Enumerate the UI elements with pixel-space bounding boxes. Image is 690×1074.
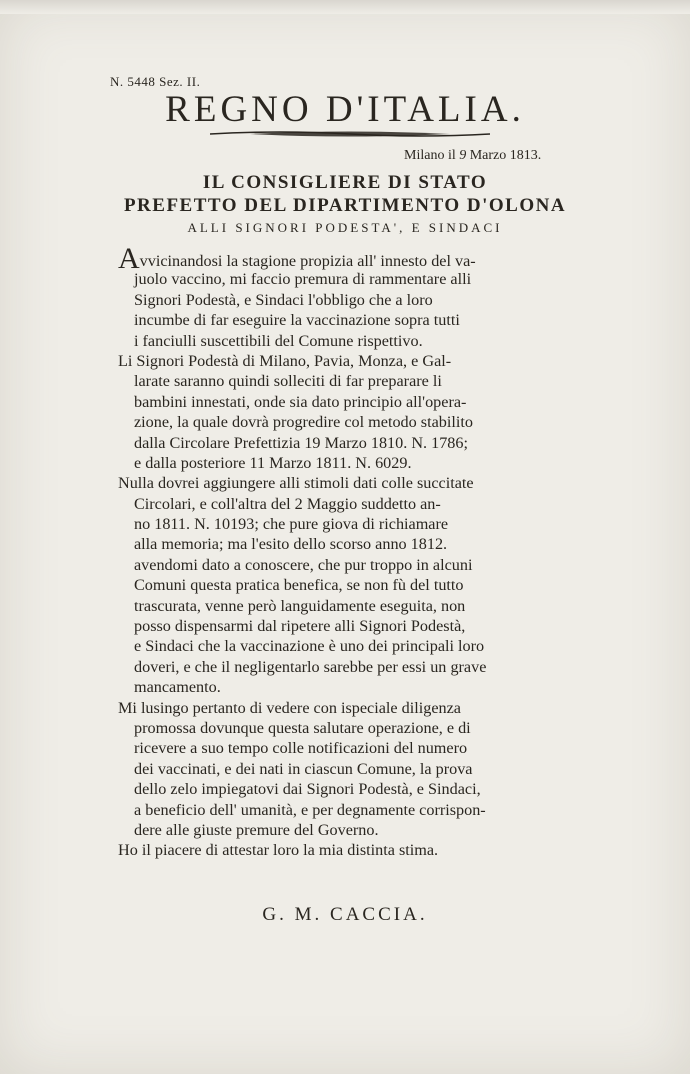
body-line: zione, la quale dovrà progredire col metodo stabilito: [134, 413, 473, 432]
body-line: trascurata, venne però languidamente eseguita, non: [134, 596, 466, 615]
paper-edge: [0, 0, 690, 14]
body-line: dei vaccinati, e dei nati in ciascun Comune, la prova: [134, 759, 473, 778]
reference-number: N. 5448 Sez. II.: [110, 74, 201, 89]
body-line: e Sindaci che la vaccinazione è uno dei principali loro: [134, 637, 485, 656]
addressee-line: ALLI SIGNORI PODESTA', E SINDACI: [187, 220, 503, 235]
body-line: avendomi dato a conoscere, che pur troppo in alcuni: [134, 555, 473, 574]
date-prefix: Milano il: [404, 148, 456, 163]
body-line: e dalla posteriore 11 Marzo 1811. N. 6029.: [134, 453, 412, 472]
body-line: Li Signori Podestà di Milano, Pavia, Monza, e Gal-: [118, 351, 452, 370]
body-line: dello zelo impiegatovi dai Signori Podestà, e Sindaci,: [134, 780, 481, 799]
body-line: i fanciulli suscettibili del Comune rispettivo.: [134, 331, 423, 350]
heading-line-1: IL CONSIGLIERE DI STATO: [202, 172, 488, 193]
body-line: posso dispensarmi dal ripetere alli Signori Podestà,: [134, 617, 466, 636]
body-line: alla memoria; ma l'esito dello scorso anno 1812.: [134, 535, 448, 554]
body-line: doveri, e che il negligentarlo sarebbe per essi un grave: [134, 657, 487, 676]
document-title: REGNO D'ITALIA.: [165, 89, 525, 130]
signature: G. M. CACCIA.: [262, 904, 428, 925]
body-line: no 1811. N. 10193; che pure giova di richiamare: [134, 515, 449, 534]
body-line: promossa dovunque questa salutare operazione, e di: [134, 718, 471, 737]
body-line: bambini innestati, onde sia dato principio all'opera-: [134, 392, 467, 411]
body-line: Mi lusingo pertanto di vedere con ispeciale diligenza: [118, 698, 461, 717]
body-line: Nulla dovrei aggiungere alli stimoli dati colle succitate: [118, 474, 474, 493]
drop-cap: A: [118, 242, 140, 275]
ornamental-rule: [210, 130, 490, 138]
body-line: juolo vaccino, mi faccio premura di rammentare alli: [134, 270, 472, 289]
date-month: Marzo: [469, 148, 507, 163]
body-line: dalla Circolare Prefettizia 19 Marzo 1810. N. 1786;: [134, 433, 468, 452]
body-line: Signori Podestà, e Sindaci l'obbligo che a loro: [134, 290, 433, 309]
body-line: Comuni questa pratica benefica, se non fù del tutto: [134, 576, 464, 595]
body-line: Ho il piacere di attestar loro la mia distinta stima.: [118, 841, 439, 860]
heading-line-2: PREFETTO DEL DIPARTIMENTO D'OLONA: [123, 195, 567, 216]
body-line: a beneficio dell' umanità, e per degnamente corrispon-: [134, 800, 486, 819]
body-line: incumbe di far eseguire la vaccinazione sopra tutti: [134, 311, 460, 330]
body-line: Avvicinandosi la stagione propizia all' innesto del va-: [118, 242, 476, 275]
body-line: dere alle giuste premure del Governo.: [134, 820, 379, 839]
date-year: 1813.: [509, 148, 542, 163]
date-day: 9: [459, 148, 467, 163]
body-line: mancamento.: [134, 678, 221, 697]
date-line: [404, 148, 541, 164]
body-line: ricevere a suo tempo colle notificazioni del numero: [134, 739, 468, 758]
body-text: [118, 242, 596, 861]
body-line: larate saranno quindi solleciti di far preparare li: [134, 372, 442, 391]
body-line: Circolari, e coll'altra del 2 Maggio suddetto an-: [134, 494, 441, 513]
